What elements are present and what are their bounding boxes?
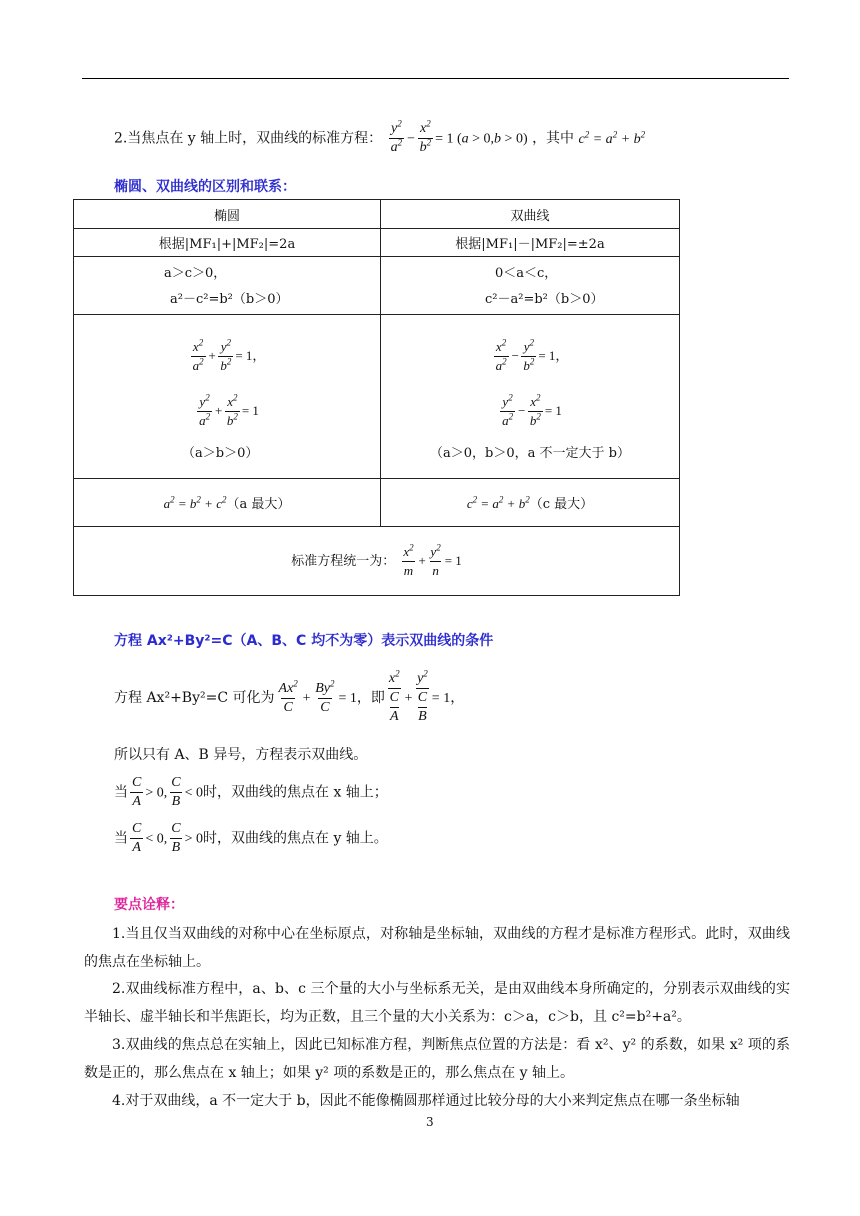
eq-ellipse-x: $\frac{x^2}{a^2}$ + $\frac{y^2}{b^2}$ = 1， [192, 337, 266, 373]
line3-suffix: 时，双曲线的焦点在 x 轴上； [203, 784, 388, 801]
cond-hyperbola-1: 0＜a＜c， [495, 265, 558, 281]
header-rule [82, 78, 789, 79]
table-cond-hyperbola [381, 257, 680, 315]
table-header-hyperbola: 双曲线 [381, 200, 680, 229]
note-1: 1.当且仅当双曲线的对称中心在坐标原点，对称轴是坐标轴，双曲线的方程才是标准方程形式。此时，双曲线的焦点在坐标轴上。 [84, 926, 790, 970]
intro-prefix: 2.当焦点在 y 轴上时，双曲线的标准方程： [114, 130, 383, 147]
cond-hyperbola-2: c²－a²=b²（b＞0） [485, 291, 604, 307]
intro-relation: $c^2 = a^2 + b^2$ [578, 128, 646, 147]
table-largest-ellipse: $a^2 = b^2 + c^2(a$ 最大） [74, 479, 381, 527]
eq-frac-y2a2: $\frac{y^2}{a^2}$ [390, 118, 403, 155]
note-2: 2.双曲线标准方程中，a、b、c 三个量的大小与坐标系无关，是由双曲线本身所确定的，分别表示双曲线的实半轴长、虚半轴长和半焦距长，均为正数，且三个量的大小关系为：c＞a，c＞b，且 c²=b²+a²。 [84, 981, 790, 1025]
eq-ellipse-cond: （a＞b＞0） [182, 446, 259, 461]
table-largest-hyperbola: $c^2 = a^2 + b^2(c$ 最大） [381, 479, 680, 527]
table-eq-hyperbola [381, 315, 680, 479]
table-eq-ellipse [74, 315, 381, 479]
note-3: 3.双曲线的焦点总在实轴上，因此已知标准方程，判断焦点位置的方法是：看 x²、y² 的系数，如果 x² 项的系数是正的，那么焦点在 x 轴上；如果 y² 项的系数是正的，那么焦点在 y 轴上。 [84, 1037, 790, 1081]
line1-mid: ，即 [356, 690, 385, 706]
line1-prefix: 方程 Ax²+By²=C 可化为 [114, 690, 275, 706]
condition-line-2: 所以只有 A、B 异号，方程表示双曲线。 [114, 747, 368, 763]
ellipse-hyperbola-table [73, 199, 680, 596]
table-header-ellipse: 椭圆 [74, 200, 381, 229]
eq-frac-x2b2: $\frac{x^2}{b^2}$ [419, 118, 432, 155]
condition-line-3: 当 $\frac{C}{A}$ > 0, $\frac{C}{B}$ < 0时，双曲线的焦点在 x 轴上； [114, 775, 388, 809]
when-2: 当 [114, 830, 128, 847]
condition-line-1: 方程 Ax²+By²=C 可化为 $\frac{Ax^2}{C}$ + $\frac{By^2}{C}$ = 1，即 $x^2$ C A + $y^2$ C B = 1， [114, 668, 465, 724]
cond-ellipse-2: a²－c²=b²（b＞0） [170, 291, 289, 307]
section-title-compare: 椭圆、双曲线的区别和联系： [114, 179, 296, 195]
intro-line: 2.当焦点在 y 轴上时，双曲线的标准方程： $\frac{y^2}{a^2}$ − $\frac{x^2}{b^2}$ = 1 (a > 0,b > 0) ，其中 $c^2 = a^2 + b^2$ [114, 118, 646, 155]
section-title-notes: 要点诠释： [114, 897, 184, 913]
eq-hyperbola-cond: （a＞0，b＞0，a 不一定大于 b） [430, 446, 630, 461]
line4-suffix: 时，双曲线的焦点在 y 轴上。 [203, 830, 388, 847]
intro-suffix: ，其中 [532, 130, 575, 147]
eq-hyperbola-y: $\frac{y^2}{a^2}$ − $\frac{x^2}{b^2}$ = 1 [502, 392, 562, 428]
eq-hyperbola-x: $\frac{x^2}{a^2}$ − $\frac{y^2}{b^2}$ = 1， [495, 337, 569, 373]
cond-ellipse-1: a＞c＞0， [164, 265, 227, 281]
eq-ellipse-y: $\frac{y^2}{a^2}$ + $\frac{x^2}{b^2}$ = 1 [199, 392, 259, 428]
unified-prefix: 标准方程统一为： [291, 553, 396, 569]
table-cond-ellipse [74, 257, 381, 315]
section-title-condition: 方程 Ax²+By²=C（A、B、C 均不为零）表示双曲线的条件 [114, 633, 494, 649]
page-number: 3 [426, 1115, 434, 1129]
table-def-hyperbola: 根据|MF₁|－|MF₂|=±2a [381, 229, 680, 257]
table-def-ellipse: 根据|MF₁|+|MF₂|=2a [74, 229, 381, 257]
table-unified: 标准方程统一为： $\frac{x^2}{m}$ + $\frac{y^2}{n}$ = 1 [74, 527, 680, 596]
note-4: 4.对于双曲线，a 不一定大于 b，因此不能像椭圆那样通过比较分母的大小来判定焦点在哪一条坐标轴 [112, 1093, 740, 1109]
condition-line-4: 当 $\frac{C}{A}$ < 0, $\frac{C}{B}$ > 0时，双曲线的焦点在 y 轴上。 [114, 821, 388, 855]
when-1: 当 [114, 784, 128, 801]
